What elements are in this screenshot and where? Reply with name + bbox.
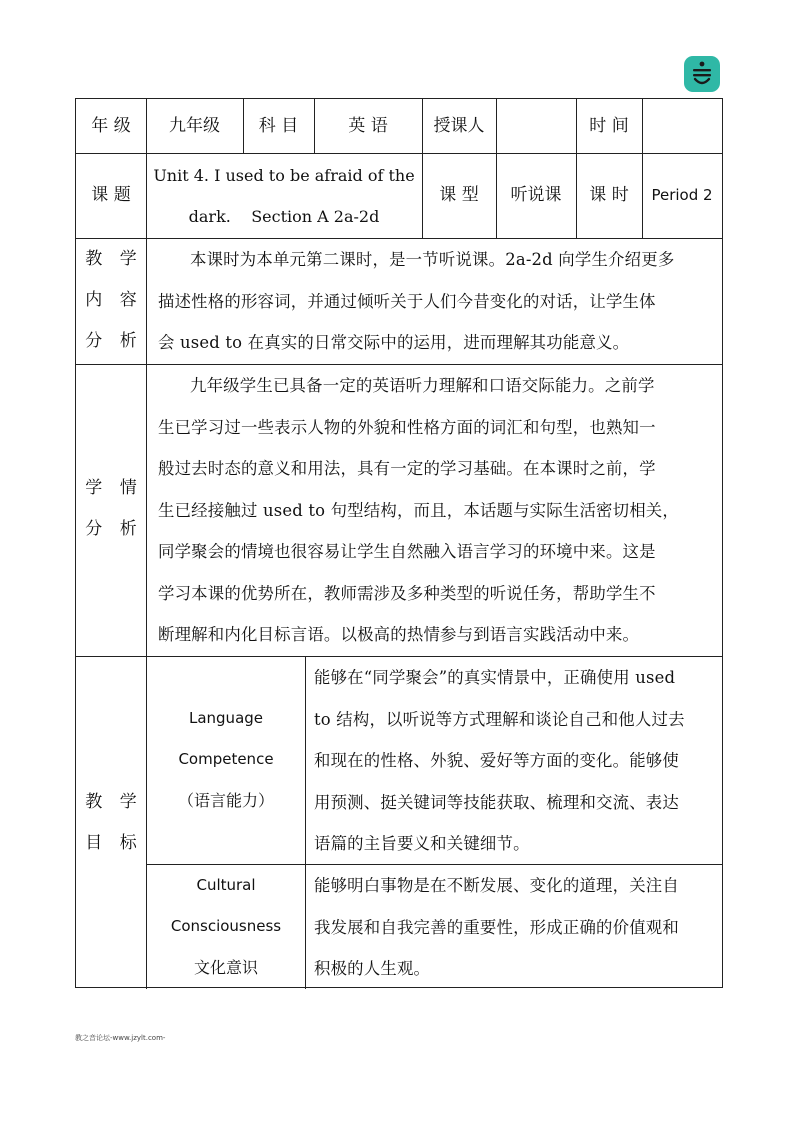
text-line: 语篇的主旨要义和关键细节。: [314, 834, 530, 853]
name-line: Language: [188, 709, 264, 727]
label-line: 内 容: [85, 290, 143, 310]
topic-label: 课 题: [91, 185, 131, 205]
cultural-consciousness-text: [314, 865, 716, 990]
name-line: Consciousness: [170, 917, 282, 935]
text-line: 生已学习过一些表示人物的外貌和性格方面的词汇和句型，也熟知一: [158, 417, 656, 437]
text-line: 用预测、挺关键词等技能获取、梳理和交流、表达: [314, 792, 679, 812]
label-line: 目 标: [85, 833, 143, 853]
objectives-label: [76, 782, 146, 864]
text-line: 般过去时态的意义和用法，具有一定的学习基础。在本课时之前，学: [158, 459, 656, 478]
name-line: （语言能力）: [177, 791, 274, 810]
text-line: 会 used to 在真实的日常交际中的运用，进而理解其功能意义。: [158, 333, 630, 352]
text-line: 能够明白事物是在不断发展、变化的道理，关注自: [314, 876, 679, 895]
text-line: 同学聚会的情境也很容易让学生自然融入语言学习的环境中来。这是: [158, 542, 656, 561]
text-line: 和现在的性格、外貌、爱好等方面的变化。能够使: [314, 751, 679, 770]
text-line: to 结构，以听说等方式理解和谈论自己和他人过去: [314, 709, 685, 729]
grade-label: 年 级: [91, 115, 131, 136]
subject-value: 英 语: [348, 115, 388, 136]
teacher-label: 授课人: [433, 115, 485, 136]
page-footer: 教之音论坛-www.jzylt.com-: [75, 1034, 166, 1042]
period-value: Period 2: [651, 186, 713, 204]
app-logo-icon: [684, 56, 720, 92]
text-line: 九年级学生已具备一定的英语听力理解和口语交际能力。之前学: [190, 376, 655, 395]
time-label: 时 间: [589, 115, 629, 136]
teacher-value: [496, 99, 576, 153]
learner-analysis-label: [76, 468, 146, 550]
text-line: 本课时为本单元第二课时，是一节听说课。2a-2d 向学生介绍更多: [190, 250, 675, 269]
text-line: 生已经接触过 used to 句型结构，而且，本话题与实际生活密切相关，: [158, 500, 679, 520]
subject-label: 科 目: [258, 115, 299, 136]
time-value: [642, 99, 722, 153]
learner-analysis-text: [158, 365, 716, 656]
label-line: 学 情: [85, 478, 143, 498]
text-line: 学习本课的优势所在，教师需涉及多种类型的听说任务，帮助学生不: [158, 583, 656, 603]
text-line: 我发展和自我完善的重要性，形成正确的价值观和: [314, 917, 679, 937]
topic-line-1: Unit 4. I used to be afraid of the: [153, 165, 415, 185]
language-competence-name: [147, 698, 305, 821]
text-line: 断理解和内化目标言语。以极高的热情参与到语言实践活动中来。: [158, 625, 640, 644]
name-line: 文化意识: [193, 958, 258, 977]
label-line: 教 学: [85, 249, 143, 269]
name-line: Competence: [178, 750, 274, 768]
grade-value: 九年级: [169, 115, 220, 136]
language-competence-text: [314, 657, 716, 865]
period-label: 课 时: [589, 185, 629, 205]
content-analysis-text: [158, 239, 716, 364]
topic-line-2: dark. Section A 2a-2d: [188, 206, 380, 226]
label-line: 分 析: [85, 519, 143, 539]
label-line: 教 学: [85, 792, 143, 812]
cultural-consciousness-name: [147, 865, 305, 988]
text-line: 积极的人生观。: [314, 959, 431, 978]
topic-value: [146, 153, 422, 238]
text-line: 能够在“同学聚会”的真实情景中，正确使用 used: [314, 668, 676, 687]
type-value: 听说课: [510, 185, 562, 205]
content-analysis-label: [76, 239, 146, 362]
name-line: Cultural: [196, 876, 256, 894]
lesson-plan-table: [75, 98, 723, 988]
text-line: 描述性格的形容词，并通过倾听关于人们今昔变化的对话，让学生体: [158, 291, 656, 311]
type-label: 课 型: [439, 185, 479, 205]
label-line: 分 析: [85, 331, 143, 351]
